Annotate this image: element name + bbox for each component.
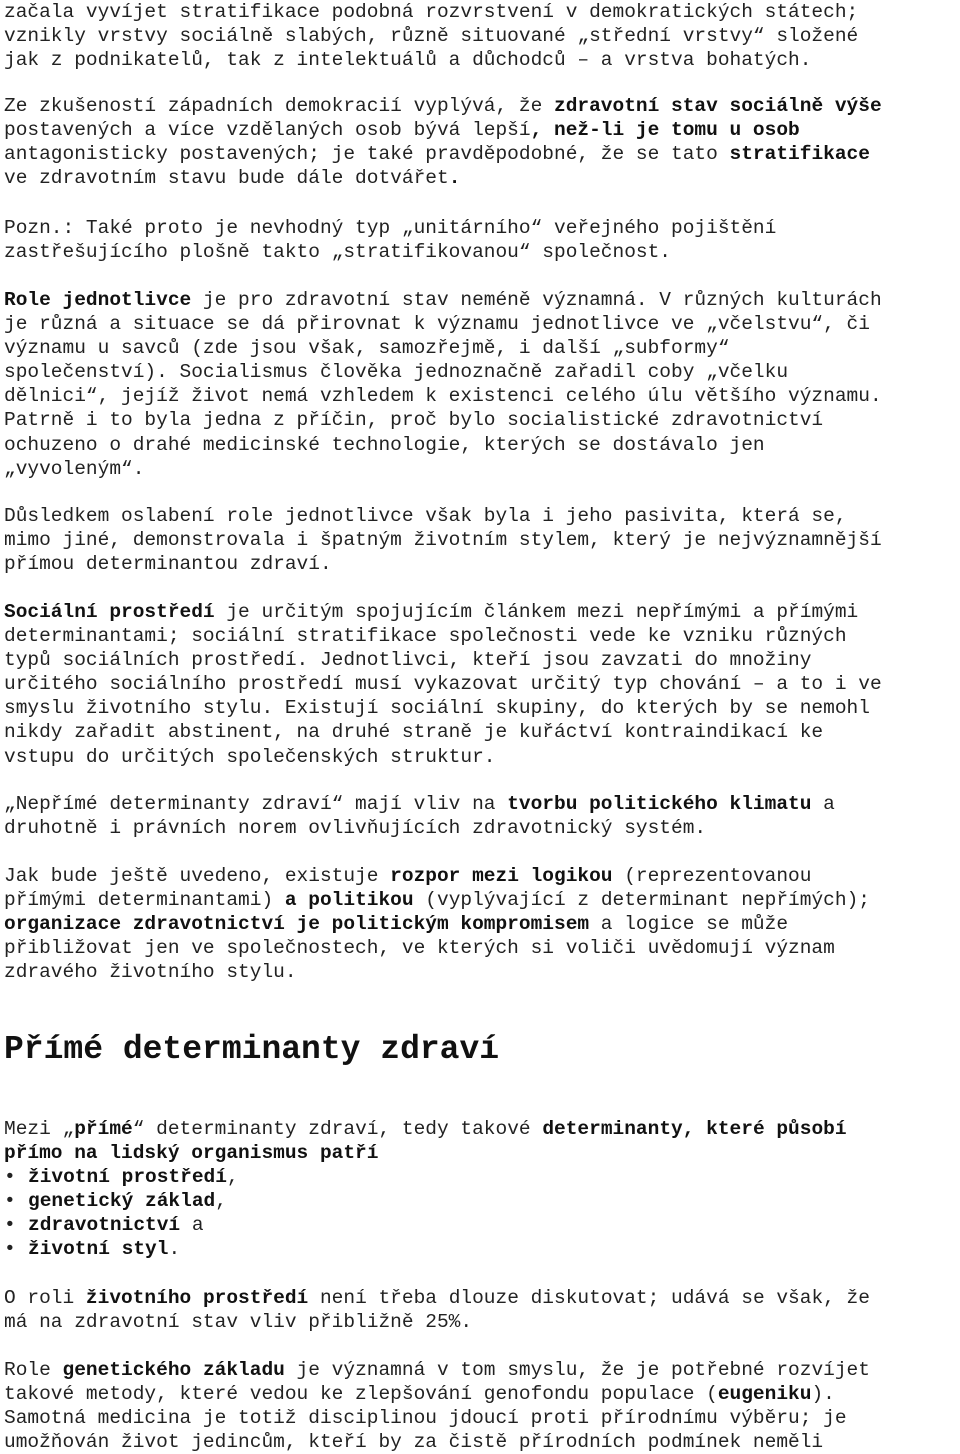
text-segment: ochuzeno o drahé medicinské technologie, kterých se dostávalo jen bbox=[4, 433, 765, 456]
text-segment: přímými determinantami) bbox=[4, 889, 285, 912]
text-segment: postavených a více vzdělaných osob bývá lepší bbox=[4, 119, 531, 142]
paragraph-direct-determinants-intro bbox=[4, 1117, 960, 1165]
bold-text: , než-li je tomu u osob bbox=[530, 119, 800, 142]
text-line bbox=[4, 1117, 960, 1141]
text-line bbox=[4, 552, 960, 576]
bullet-icon: • bbox=[4, 1166, 16, 1188]
text-segment: Patrně i to byla jedna z příčin, proč bylo socialistické zdravotnictví bbox=[4, 409, 824, 432]
text-line bbox=[4, 1310, 960, 1334]
paragraph-genetic-role bbox=[4, 1358, 960, 1454]
text-line bbox=[4, 816, 960, 840]
list-item-suffix: , bbox=[215, 1190, 227, 1213]
text-segment: jak z podnikatelů, tak z intelektuálů a důchodců – a vrstva bohatých. bbox=[4, 49, 812, 72]
text-line bbox=[4, 720, 960, 744]
text-segment: „vyvoleným“. bbox=[4, 457, 145, 480]
text-segment: mimo jiné, demonstrovala i špatným životním stylem, který je nejvýznamnější bbox=[4, 529, 882, 552]
bold-text: přímé bbox=[74, 1118, 133, 1140]
list-item bbox=[4, 1237, 239, 1261]
text-segment: “ determinanty zdraví, tedy takové bbox=[132, 1118, 543, 1140]
text-segment: ). bbox=[811, 1383, 835, 1406]
text-line bbox=[4, 408, 960, 432]
text-line bbox=[4, 888, 960, 912]
text-segment: Ze zkušeností západních demokracií vyplývá, že bbox=[4, 95, 554, 117]
text-line bbox=[4, 433, 960, 457]
bold-text: a politikou bbox=[284, 889, 414, 912]
text-line bbox=[4, 94, 960, 118]
bold-text: tvorbu politického klimatu bbox=[507, 793, 812, 815]
list-item-label: genetický základ bbox=[28, 1190, 216, 1213]
text-segment: Důsledkem oslabení role jednotlivce však byla i jeho pasivita, která se, bbox=[4, 505, 847, 527]
text-segment: je určitým spojujícím článkem mezi nepřímými a přímými bbox=[214, 601, 859, 623]
text-segment: Role bbox=[4, 1359, 63, 1381]
bold-text: determinanty, které působí bbox=[542, 1118, 847, 1140]
text-line bbox=[4, 166, 960, 190]
text-line bbox=[4, 504, 960, 528]
paragraph-stratification-intro bbox=[4, 0, 960, 72]
paragraph-indirect-determinants bbox=[4, 792, 960, 840]
text-line bbox=[4, 288, 960, 312]
text-segment: Samotná medicina je totiž disciplinou jdoucí proti přírodnímu výběru; je bbox=[4, 1407, 847, 1430]
bold-text: stratifikace bbox=[729, 143, 870, 166]
text-segment: vstupu do určitých společenských struktur. bbox=[4, 745, 496, 768]
text-segment: a logice se může bbox=[589, 913, 789, 936]
list-item-suffix: . bbox=[168, 1238, 181, 1261]
text-line bbox=[4, 240, 960, 264]
text-segment: Mezi „ bbox=[4, 1118, 75, 1140]
text-line bbox=[4, 624, 960, 648]
bullet-icon: • bbox=[4, 1238, 16, 1261]
paragraph-logic-vs-politics bbox=[4, 864, 960, 984]
text-segment: má na zdravotní stav vliv přibližně 25%. bbox=[4, 1311, 473, 1334]
text-line bbox=[4, 336, 960, 360]
text-line bbox=[4, 360, 960, 384]
bold-text: genetického základu bbox=[62, 1359, 285, 1381]
text-line bbox=[4, 864, 960, 888]
text-segment: určitého sociálního prostředí musí vykazovat určitý typ chování – a to i ve bbox=[4, 673, 882, 696]
list-item bbox=[4, 1165, 239, 1189]
list-item bbox=[4, 1189, 239, 1213]
list-item-suffix: a bbox=[180, 1214, 204, 1237]
text-segment: není třeba dlouze diskutovat; udává se však, že bbox=[308, 1287, 870, 1309]
text-line bbox=[4, 1430, 960, 1454]
text-line bbox=[4, 1358, 960, 1382]
bold-text: rozpor mezi logikou bbox=[390, 865, 613, 887]
text-segment: Pozn.: Také proto je nevhodný typ „unitárního“ veřejného pojištění bbox=[4, 217, 777, 239]
paragraph-western-democracies bbox=[4, 94, 960, 190]
text-line bbox=[4, 792, 960, 816]
text-line bbox=[4, 216, 960, 240]
text-line bbox=[4, 457, 960, 481]
text-segment: Jak bude ještě uvedeno, existuje bbox=[4, 865, 391, 887]
text-line bbox=[4, 936, 960, 960]
text-segment: (reprezentovanou bbox=[612, 865, 812, 887]
determinants-list bbox=[4, 1165, 239, 1261]
text-line bbox=[4, 312, 960, 336]
paragraph-social-environment bbox=[4, 600, 960, 769]
text-segment: zdravého životního stylu. bbox=[4, 961, 297, 984]
text-line bbox=[4, 912, 960, 936]
text-segment: začala vyvíjet stratifikace podobná rozvrstvení v demokratických státech; bbox=[4, 1, 859, 23]
text-line bbox=[4, 142, 960, 166]
bullet-icon: • bbox=[4, 1190, 16, 1213]
text-line bbox=[4, 1406, 960, 1430]
text-line bbox=[4, 1141, 960, 1165]
text-line bbox=[4, 1286, 960, 1310]
text-segment: typů sociálních prostředí. Jednotlivci, kteří jsou zavzati do množiny bbox=[4, 649, 812, 672]
text-segment: přibližovat jen ve společnostech, ve kterých si voliči uvědomují význam bbox=[4, 937, 835, 960]
bold-text: Sociální prostředí bbox=[4, 601, 215, 623]
bold-text: eugeniku bbox=[717, 1383, 812, 1406]
text-segment: nikdy zařadit abstinent, na druhé straně je kuřáctví kontraindikací ke bbox=[4, 721, 824, 744]
text-segment: je různá a situace se dá přirovnat k významu jednotlivce ve „včelstvu“, či bbox=[4, 313, 870, 336]
text-line bbox=[4, 528, 960, 552]
list-item bbox=[4, 1213, 239, 1237]
text-segment: a bbox=[811, 793, 835, 815]
paragraph-note bbox=[4, 216, 960, 264]
text-line bbox=[4, 672, 960, 696]
text-segment: smyslu životního stylu. Existují sociální skupiny, do kterých by se nemohl bbox=[4, 697, 870, 720]
text-segment: přímou determinantou zdraví. bbox=[4, 553, 332, 576]
text-line bbox=[4, 1382, 960, 1406]
text-segment: dělnici“, jejíž život nemá vzhledem k existenci celého úlu většího významu. bbox=[4, 385, 882, 408]
bold-text: životního prostředí bbox=[85, 1287, 309, 1309]
list-item-label: životní styl bbox=[28, 1238, 169, 1261]
paragraph-role-of-individual bbox=[4, 288, 960, 481]
text-segment: takové metody, které vedou ke zlepšování genofondu populace ( bbox=[4, 1383, 718, 1406]
text-line bbox=[4, 48, 960, 72]
section-heading: Přímé determinanty zdraví bbox=[4, 1031, 500, 1068]
text-segment: (vyplývající z determinant nepřímých); bbox=[413, 889, 870, 912]
list-item-suffix: , bbox=[226, 1166, 239, 1188]
text-line bbox=[4, 118, 960, 142]
text-segment: společenství). Socialismus člověka jednoznačně zařadil coby „včelku bbox=[4, 361, 789, 384]
text-segment: druhotně i právních norem ovlivňujících zdravotnický systém. bbox=[4, 817, 707, 840]
text-segment: je významná v tom smyslu, že je potřebné rozvíjet bbox=[284, 1359, 870, 1381]
text-segment: antagonisticky postavených; je také pravděpodobné, že se tato bbox=[4, 143, 730, 166]
text-line bbox=[4, 24, 960, 48]
text-segment: je pro zdravotní stav neméně významná. V různých kulturách bbox=[191, 289, 882, 311]
text-segment: umožňován život jedincům, kteří by za čistě přírodních podmínek neměli bbox=[4, 1431, 824, 1454]
bullet-icon: • bbox=[4, 1214, 16, 1237]
text-line bbox=[4, 648, 960, 672]
bold-text: zdravotní stav sociálně výše bbox=[554, 95, 882, 117]
list-item-label: životní prostředí bbox=[28, 1166, 227, 1188]
text-line bbox=[4, 384, 960, 408]
bold-text: přímo na lidský organismus patří bbox=[4, 1142, 379, 1165]
text-segment: O roli bbox=[4, 1287, 86, 1309]
text-segment: zastřešujícího plošně takto „stratifikovanou“ společnost. bbox=[4, 241, 672, 264]
bold-text: . bbox=[448, 167, 461, 190]
list-item-label: zdravotnictví bbox=[28, 1214, 181, 1237]
text-segment: determinantami; sociální stratifikace společnosti vede ke vzniku různých bbox=[4, 625, 847, 648]
text-segment: ve zdravotním stavu bude dále dotvářet bbox=[4, 167, 449, 190]
text-line bbox=[4, 960, 960, 984]
bold-text: organizace zdravotnictví je politickým kompromisem bbox=[4, 913, 590, 936]
text-line bbox=[4, 745, 960, 769]
bold-text: Role jednotlivce bbox=[4, 289, 192, 311]
paragraph-environment-role bbox=[4, 1286, 960, 1334]
text-line bbox=[4, 696, 960, 720]
text-line bbox=[4, 600, 960, 624]
text-segment: vznikly vrstvy sociálně slabých, různě situované „střední vrstvy“ složené bbox=[4, 25, 859, 48]
text-line bbox=[4, 0, 960, 24]
text-segment: významu u savců (zde jsou však, samozřejmě, i další „subformy“ bbox=[4, 337, 730, 360]
paragraph-consequence bbox=[4, 504, 960, 576]
text-segment: „Nepřímé determinanty zdraví“ mají vliv na bbox=[4, 793, 508, 815]
